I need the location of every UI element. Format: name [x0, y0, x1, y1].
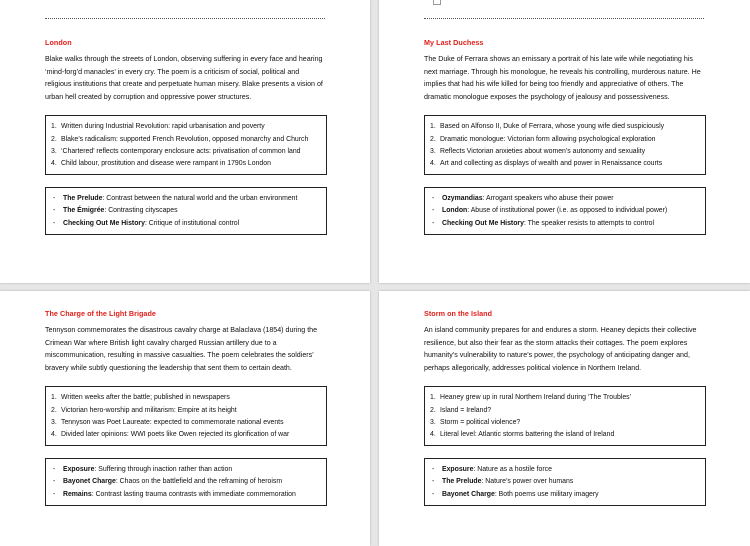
context-item: 2. Dramatic monologue: Victorian form allowing psychological exploration	[430, 135, 656, 143]
context-item: 3. Storm = political violence?	[430, 418, 521, 426]
context-item: 3. ‘Chartered’ reflects contemporary enclosure acts: privatisation of common land	[51, 147, 301, 155]
context-item: 2. Blake’s radicalism: supported French Revolution, opposed monarchy and Church	[51, 135, 309, 143]
context-item: 1. Written weeks after the battle; published in newspapers	[51, 394, 230, 402]
comparison-item: - London: Abuse of institutional power (i.e. as opposed to individual power)	[432, 207, 668, 215]
context-item: 1. Written during Industrial Revolution: rapid urbanisation and poverty	[51, 123, 265, 131]
comparison-item: - Exposure: Suffering through inaction rather than action	[53, 466, 233, 474]
context-box	[424, 386, 706, 446]
poem-title: Storm on the Island	[424, 309, 493, 318]
page-content	[424, 309, 706, 518]
page-divider-line	[424, 18, 704, 19]
poem-title: The Charge of the Light Brigade	[45, 309, 156, 318]
comparison-item: - Remains: Contrast lasting trauma contrasts with immediate commemoration	[53, 490, 296, 498]
page-charge-of-the-light-brigade	[0, 291, 370, 546]
comparison-box	[45, 458, 327, 506]
context-box	[45, 115, 327, 175]
context-item: 4. Art and collecting as displays of wealth and power in Renaissance courts	[430, 159, 663, 167]
context-item: 1. Heaney grew up in rural Northern Ireland during ‘The Troubles’	[430, 394, 632, 402]
context-item: 3. Tennyson was Poet Laureate: expected to commemorate national events	[51, 418, 284, 426]
comparison-item: - Exposure: Nature as a hostile force	[432, 466, 552, 474]
comparison-item: - Checking Out Me History: The speaker resists to attempts to control	[432, 219, 655, 227]
page-my-last-duchess	[379, 0, 750, 283]
comparison-box	[424, 458, 706, 506]
context-item: 4. Child labour, prostitution and disease were rampant in 1790s London	[51, 159, 271, 167]
comparison-item: - The Prelude: Nature’s power over humans	[432, 478, 574, 486]
page-london	[0, 0, 370, 283]
context-item: 3. Reflects Victorian anxieties about women’s autonomy and sexuality	[430, 147, 646, 155]
context-box	[45, 386, 327, 446]
comparison-item: - Bayonet Charge: Chaos on the battlefield and the reframing of heroism	[53, 478, 283, 486]
page-content	[424, 38, 706, 247]
comparison-box	[45, 187, 327, 235]
context-item: 2. Island = Ireland?	[430, 406, 492, 414]
comparison-item: - Bayonet Charge: Both poems use military imagery	[432, 490, 599, 498]
comparison-item: - The Émigrée: Contrasting cityscapes	[53, 207, 178, 215]
comparison-item: - The Prelude: Contrast between the natural world and the urban environment	[53, 195, 298, 203]
context-item: 1. Based on Alfonso II, Duke of Ferrara, whose young wife died suspiciously	[430, 123, 665, 131]
poem-title: My Last Duchess	[424, 38, 484, 47]
context-item: 4. Divided later opinions: WWI poets like Owen rejected its glorification of war	[51, 430, 290, 438]
page-storm-on-the-island	[379, 291, 750, 546]
text-cursor-marker	[433, 0, 441, 5]
comparison-box	[424, 187, 706, 235]
page-divider-line	[45, 18, 325, 19]
comparison-item: - Checking Out Me History: Critique of institutional control	[53, 219, 240, 227]
page-content	[45, 309, 327, 518]
context-item: 2. Victorian hero-worship and militarism: Empire at its height	[51, 406, 237, 414]
poem-summary: Blake walks through the streets of London, observing suffering in every face and hearing ‘mind-forg’d manacles’ in every cry. The poem is a criticism of social, political and religious institutions that create and perpetuate human misery. Blake presents a vision of urban hell created by corruption and oppressive power structures.	[45, 55, 323, 101]
poem-summary: The Duke of Ferrara shows an emissary a portrait of his late wife while negotiating his next marriage. Through his monologue, he reveals his controlling, murderous nature. He implies that had his wife killed for being too friendly and appreciative of others. The dramatic monologue exposes the psychology of jealousy and possessiveness.	[424, 55, 701, 101]
context-box	[424, 115, 706, 175]
context-item: 4. Literal level: Atlantic storms battering the island of Ireland	[430, 430, 615, 438]
poem-summary: Tennyson commemorates the disastrous cavalry charge at Balaclava (1854) during the Crimean War where British light cavalry charged Russian artillery due to a miscommunication, resulting in massive casualties. The poem celebrates the soldiers’ bravery while subtly questioning the leadership that sent them to certain death.	[45, 326, 318, 372]
poem-title: London	[45, 38, 72, 47]
page-content	[45, 38, 327, 247]
comparison-item: - Ozymandias: Arrogant speakers who abuse their power	[432, 195, 614, 203]
poem-summary: An island community prepares for and endures a storm. Heaney depicts their collective resilience, but also their fear as the storm attacks their cottages. The poem explores humanity’s vulnerability to nature’s power, the psychology of anticipating danger and, perhaps allegorically, addresses political violence in Northern Ireland.	[424, 326, 697, 372]
